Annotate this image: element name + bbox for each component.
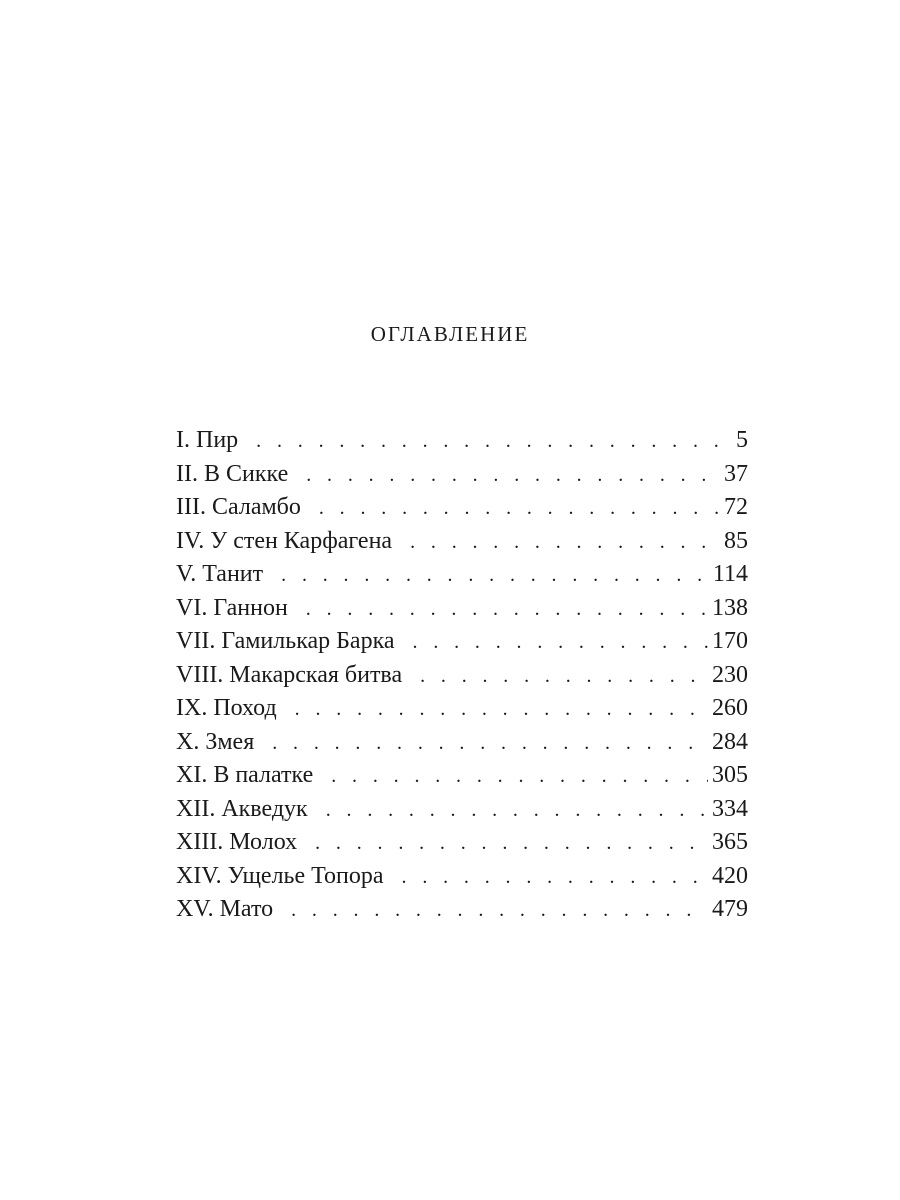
toc-entry: [176, 458, 748, 492]
toc-chapter-title: VIII. Макарская битва: [176, 661, 403, 688]
toc-entry: [176, 793, 748, 827]
toc-chapter-title: XIII. Молох: [176, 829, 298, 855]
toc-page-number: 37: [724, 460, 748, 487]
toc-leader-dots: [420, 660, 708, 694]
toc-entry: [176, 759, 748, 793]
toc-leader-dots: [331, 760, 708, 794]
toc-chapter-title: VI. Ганнон: [176, 594, 288, 621]
toc-entry: [176, 424, 748, 458]
toc-entry: [176, 893, 748, 927]
toc-chapter-title: I. Пир: [176, 427, 239, 453]
toc-entry: [176, 592, 748, 626]
toc-entry: [176, 692, 748, 726]
toc-chapter-title: IV. У стен Карфагена: [176, 527, 393, 554]
toc-page-number: 284: [712, 728, 748, 755]
page-title: оглавление: [370, 315, 530, 348]
toc-chapter-title: XV. Мато: [176, 896, 274, 922]
toc-page-number: 305: [712, 762, 748, 788]
toc-leader-dots: [256, 425, 718, 459]
toc-chapter-title: VII. Гамилькар Барка: [176, 628, 395, 654]
toc-page-number: 420: [712, 862, 748, 889]
toc-page-number: 170: [712, 628, 748, 654]
toc-page-number: 365: [712, 829, 748, 855]
toc-page-number: 479: [712, 896, 748, 922]
toc-page-number: 5: [736, 427, 748, 453]
toc-chapter-title: IX. Поход: [176, 695, 277, 721]
toc-leader-dots: [410, 526, 718, 560]
toc-leader-dots: [306, 459, 718, 493]
toc-chapter-title: XII. Акведук: [176, 795, 308, 822]
toc-page-number: 114: [712, 561, 748, 587]
toc-page-number: 85: [724, 527, 748, 554]
toc-chapter-title: V. Танит: [176, 561, 264, 587]
toc-leader-dots: [402, 861, 708, 895]
toc-leader-dots: [319, 492, 718, 526]
toc-entry: [176, 860, 748, 894]
toc-entry: [176, 558, 748, 592]
toc-chapter-title: II. В Сикке: [176, 460, 289, 487]
toc-leader-dots: [413, 626, 708, 660]
toc-leader-dots: [281, 559, 709, 593]
toc-entry: [176, 525, 748, 559]
toc-page-number: 230: [712, 661, 748, 688]
toc-page-number: 334: [712, 795, 748, 822]
toc-leader-dots: [291, 894, 708, 928]
toc-leader-dots: [315, 827, 708, 861]
toc-leader-dots: [295, 693, 708, 727]
toc-chapter-title: X. Змея: [176, 728, 255, 755]
table-of-contents: [176, 424, 748, 927]
toc-leader-dots: [306, 593, 708, 627]
toc-leader-dots: [326, 794, 708, 828]
toc-entry: [176, 659, 748, 693]
toc-page-number: 138: [712, 594, 748, 621]
toc-page-number: 72: [724, 494, 748, 520]
toc-chapter-title: XI. В палатке: [176, 762, 314, 788]
toc-entry: [176, 826, 748, 860]
toc-entry: [176, 491, 748, 525]
toc-leader-dots: [272, 727, 708, 761]
toc-page-number: 260: [712, 695, 748, 721]
toc-chapter-title: XIV. Ущелье Топора: [176, 862, 384, 889]
toc-entry: [176, 726, 748, 760]
toc-entry: [176, 625, 748, 659]
toc-chapter-title: III. Саламбо: [176, 494, 301, 520]
